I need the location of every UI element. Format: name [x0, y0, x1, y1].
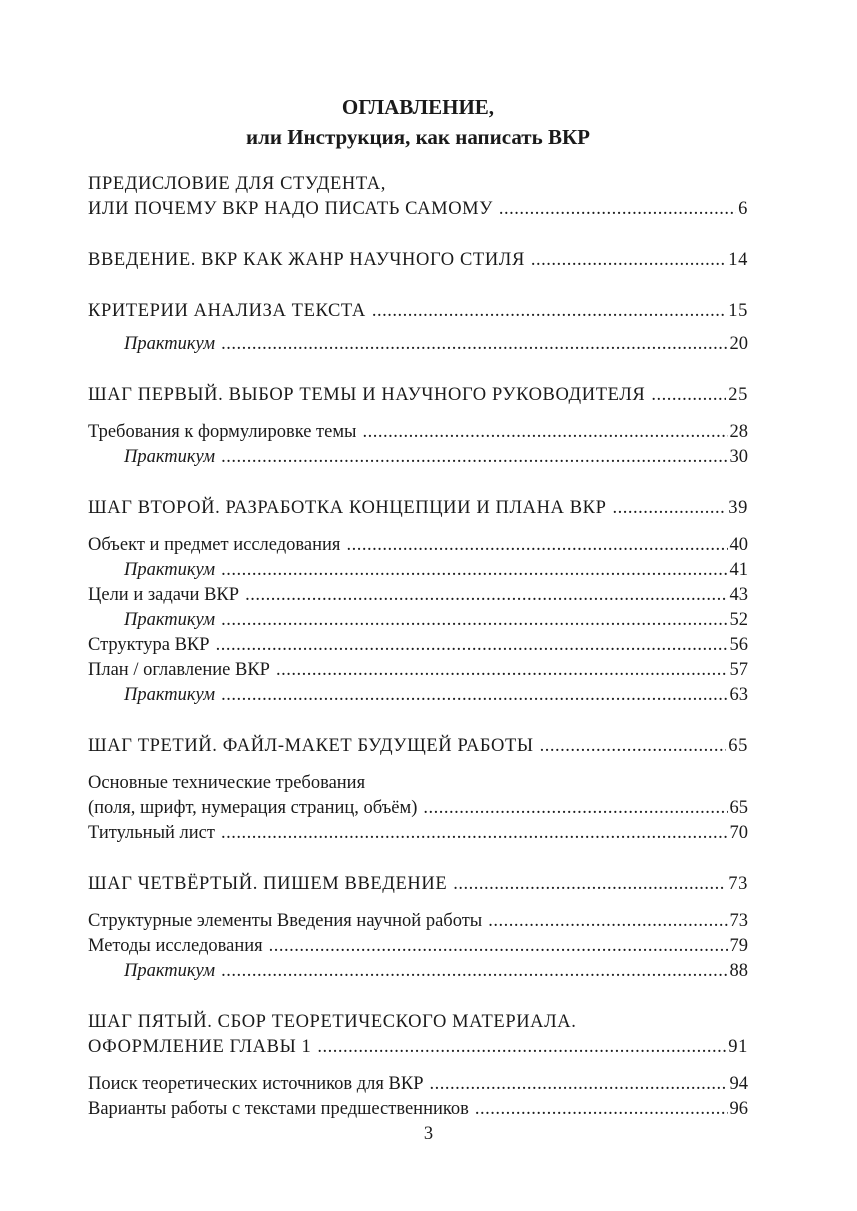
toc-page-number: 43	[729, 585, 748, 605]
toc-entry-step3-title-page[interactable]	[88, 821, 748, 846]
leader-dots	[221, 959, 727, 984]
leader-dots	[317, 1035, 726, 1060]
toc-entry-step5[interactable]	[88, 1035, 748, 1060]
leader-dots	[269, 934, 728, 959]
toc-entry-step2-goals[interactable]	[88, 583, 748, 608]
toc-page-number: 15	[728, 301, 748, 321]
leader-dots	[216, 633, 728, 658]
toc-page-number: 96	[729, 1099, 748, 1119]
toc-page-number: 56	[729, 635, 748, 655]
toc-page	[88, 92, 748, 1122]
table-of-contents	[88, 172, 748, 1122]
toc-page-number: 14	[728, 250, 748, 270]
toc-entry-label: Практикум	[124, 685, 216, 705]
leader-dots	[488, 909, 727, 934]
toc-entry-step2-practicum-2[interactable]	[88, 608, 748, 633]
toc-page-number: 94	[729, 1074, 748, 1094]
toc-entry-label: ИЛИ ПОЧЕМУ ВКР НАДО ПИСАТЬ САМОМУ	[88, 199, 493, 219]
page-number: 3	[423, 1124, 434, 1144]
toc-entry-step4-methods[interactable]	[88, 934, 748, 959]
toc-entry-label: ОФОРМЛЕНИЕ ГЛАВЫ 1	[88, 1037, 312, 1057]
toc-page-number: 79	[729, 936, 748, 956]
toc-page-number: 63	[729, 685, 748, 705]
toc-entry-step2[interactable]	[88, 496, 748, 521]
toc-step3-tech-line1: Основные технические требования	[88, 773, 366, 793]
toc-entry-step3[interactable]	[88, 734, 748, 759]
leader-dots	[276, 658, 728, 683]
toc-entry-label: Практикум	[124, 560, 216, 580]
toc-entry-label: ШАГ ПЕРВЫЙ. ВЫБОР ТЕМЫ И НАУЧНОГО РУКОВОДИТЕЛЯ	[88, 385, 646, 405]
leader-dots	[363, 420, 728, 445]
toc-entry-step4-practicum[interactable]	[88, 959, 748, 984]
toc-entry-label: Варианты работы с текстами предшественников	[88, 1099, 469, 1119]
toc-page-number: 88	[729, 961, 748, 981]
toc-entry-step4-elements[interactable]	[88, 909, 748, 934]
toc-entry-step2-practicum-1[interactable]	[88, 558, 748, 583]
toc-page-number: 52	[729, 610, 748, 630]
toc-entry-label: Структурные элементы Введения научной работы	[88, 911, 483, 931]
toc-page-number: 39	[728, 498, 748, 518]
toc-page-number: 40	[729, 535, 748, 555]
toc-entry-label: КРИТЕРИИ АНАЛИЗА ТЕКСТА	[88, 301, 366, 321]
toc-entry-label: План / оглавление ВКР	[88, 660, 270, 680]
toc-entry-label: Структура ВКР	[88, 635, 210, 655]
toc-entry-label: Практикум	[124, 447, 216, 467]
leader-dots	[531, 248, 726, 273]
toc-entry-label: ШАГ ЧЕТВЁРТЫЙ. ПИШЕМ ВВЕДЕНИЕ	[88, 874, 448, 894]
leader-dots	[221, 683, 727, 708]
toc-entry-label: ВВЕДЕНИЕ. ВКР КАК ЖАНР НАУЧНОГО СТИЛЯ	[88, 250, 525, 270]
toc-entry-step5-search[interactable]	[88, 1072, 748, 1097]
title-line-1: ОГЛАВЛЕНИЕ,	[341, 95, 495, 119]
leader-dots	[221, 558, 727, 583]
toc-page-number: 6	[738, 199, 748, 219]
toc-page-number: 65	[729, 798, 748, 818]
leader-dots	[430, 1072, 728, 1097]
toc-page-number: 65	[728, 736, 748, 756]
toc-page-number: 70	[729, 823, 748, 843]
toc-page-number: 73	[728, 874, 748, 894]
toc-page-number: 28	[729, 422, 748, 442]
toc-page-number: 30	[729, 447, 748, 467]
toc-entry-label: (поля, шрифт, нумерация страниц, объём)	[88, 798, 418, 818]
toc-entry-label: Практикум	[124, 334, 216, 354]
toc-step5-line1: ШАГ ПЯТЫЙ. СБОР ТЕОРЕТИЧЕСКОГО МАТЕРИАЛА.	[88, 1012, 577, 1032]
toc-entry-label: Практикум	[124, 961, 216, 981]
toc-entry-step2-plan[interactable]	[88, 658, 748, 683]
leader-dots	[453, 872, 726, 897]
toc-page-number: 57	[729, 660, 748, 680]
toc-entry-label: Методы исследования	[88, 936, 263, 956]
leader-dots	[423, 796, 727, 821]
toc-entry-step1[interactable]	[88, 383, 748, 408]
toc-entry-label: Требования к формулировке темы	[88, 422, 357, 442]
toc-entry-label: Объект и предмет исследования	[88, 535, 341, 555]
page-title	[88, 92, 748, 152]
toc-entry-intro[interactable]	[88, 248, 748, 273]
leader-dots	[221, 332, 727, 357]
leader-dots	[245, 583, 727, 608]
toc-entry-label: Цели и задачи ВКР	[88, 585, 240, 605]
leader-dots	[612, 496, 726, 521]
toc-entry-label: ШАГ ТРЕТИЙ. ФАЙЛ-МАКЕТ БУДУЩЕЙ РАБОТЫ	[88, 736, 534, 756]
toc-entry-label: Титульный лист	[88, 823, 215, 843]
toc-entry-step1-requirements[interactable]	[88, 420, 748, 445]
toc-entry-step2-practicum-3[interactable]	[88, 683, 748, 708]
leader-dots	[221, 608, 727, 633]
leader-dots	[221, 821, 728, 846]
title-line-2: или Инструкция, как написать ВКР	[245, 125, 591, 149]
leader-dots	[346, 533, 727, 558]
toc-entry-step2-object[interactable]	[88, 533, 748, 558]
toc-entry-step5-variants[interactable]	[88, 1097, 748, 1122]
toc-entry-step2-structure[interactable]	[88, 633, 748, 658]
leader-dots	[372, 299, 726, 324]
toc-entry-step1-practicum[interactable]	[88, 445, 748, 470]
toc-preface-line1: ПРЕДИСЛОВИЕ ДЛЯ СТУДЕНТА,	[88, 174, 386, 194]
toc-entry-criteria-practicum[interactable]	[88, 332, 748, 357]
leader-dots	[475, 1097, 728, 1122]
leader-dots	[540, 734, 727, 759]
toc-entry-preface[interactable]	[88, 197, 748, 222]
toc-page-number: 73	[729, 911, 748, 931]
toc-entry-label: Поиск теоретических источников для ВКР	[88, 1074, 424, 1094]
toc-entry-criteria[interactable]	[88, 299, 748, 324]
toc-page-number: 25	[728, 385, 748, 405]
leader-dots	[499, 197, 736, 222]
toc-entry-label: Практикум	[124, 610, 216, 630]
toc-page-number: 20	[729, 334, 748, 354]
toc-entry-label: ШАГ ВТОРОЙ. РАЗРАБОТКА КОНЦЕПЦИИ И ПЛАНА ВКР	[88, 498, 607, 518]
toc-page-number: 91	[728, 1037, 748, 1057]
toc-entry-step4[interactable]	[88, 872, 748, 897]
leader-dots	[221, 445, 727, 470]
toc-entry-step3-tech[interactable]	[88, 796, 748, 821]
toc-page-number: 41	[729, 560, 748, 580]
leader-dots	[651, 383, 726, 408]
